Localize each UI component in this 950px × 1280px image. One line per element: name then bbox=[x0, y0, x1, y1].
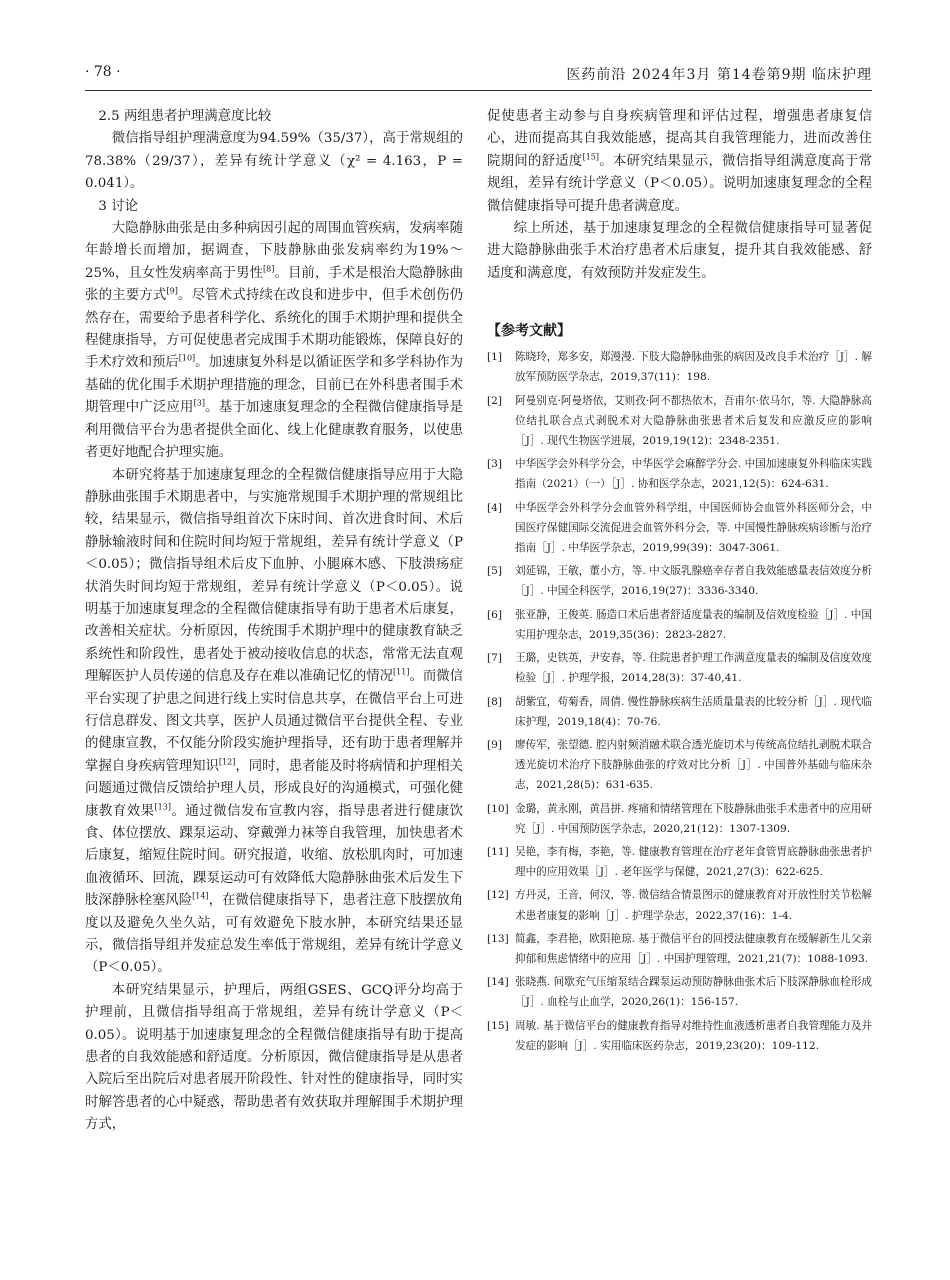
reference-item bbox=[487, 972, 872, 1012]
reference-number: [3] bbox=[487, 458, 503, 471]
reference-item bbox=[487, 929, 872, 969]
reference-number: [9] bbox=[487, 738, 503, 751]
reference-number: [6] bbox=[487, 608, 503, 621]
reference-number: [13] bbox=[487, 932, 509, 945]
continuation-paragraph bbox=[487, 106, 872, 218]
reference-item bbox=[487, 1016, 872, 1056]
header-rule bbox=[85, 90, 872, 91]
conclusion-paragraph: 综上所述，基于加速康复理念的全程微信健康指导可显著促进大隐静脉曲张手术治疗患者术后康复，提升其自我效能感、舒适度和满意度，有效预防并发症发生。 bbox=[487, 221, 872, 281]
reference-text: 中华医学会外科学分会血管外科学组，中国医师协会血管外科医师分会，中国医疗保健国际交流促进会血管外科分会，等. 中国慢性静脉疾病诊断与治疗指南［J］. 中华医学杂志，2019,99(39)：3047-3061. bbox=[515, 501, 872, 555]
reference-number: [14] bbox=[487, 976, 509, 989]
reference-number: [10] bbox=[487, 802, 509, 815]
reference-item bbox=[487, 605, 872, 645]
reference-text: 王璐，史铁英，尹安春，等. 住院患者护理工作满意度量表的编制及信度效度检验［J］. 护理学报，2014,28(3)：37-40,41. bbox=[515, 652, 872, 685]
paragraph-text: 。通过微信发布宣教内容，指导患者进行健康饮食、体位摆放、踝泵运动、穿戴弹力袜等自我管理，加快患者术后康复，缩短住院时间。研究报道，收缩、放松肌肉时，可加速血液循环、回流，踝泵运动可有效降低大隐静脉曲张术后发生下肢深静脉栓塞风险 bbox=[85, 803, 464, 909]
reference-text: 金璐，黄永刚，黄昌拼. 疼痛和情绪管理在下肢静脉曲张手术患者中的应用研究［J］. 中国预防医学杂志，2020,21(12)：1307-1309. bbox=[515, 802, 872, 835]
section-2-5-text: 微信指导组护理满意度为94.59%（35/37），高于常规组的78.38%（29/37），差异有统计学意义（χ² = 4.163，P = 0.041）。 bbox=[85, 131, 463, 192]
paragraph-text: 。目前，手术是根治大隐静脉曲张的主要方式 bbox=[85, 265, 464, 304]
page-number: · 78 · bbox=[85, 64, 121, 80]
reference-text: 阿曼别克·阿曼塔依，艾则孜·阿不都热依木，吾甫尔·依马尔，等. 大隐静脉高位结扎联合点式剥脱术对大隐静脉曲张患者术后复发和应激反应的影响［J］. 现代生物医学进展，2019,19(12)：2348-2351. bbox=[515, 394, 872, 448]
reference-text: 张晓燕. 间歇充气压缩泵结合踝泵运动预防静脉曲张术后下肢深静脉血栓形成［J］. 血栓与止血学，2020,26(1)：156-157. bbox=[515, 976, 872, 1009]
reference-text: 廖传军，张望德. 腔内射频消融术联合透光旋切术与传统高位结扎剥脱术联合透光旋切术治疗下肢静脉曲张的疗效对比分析［J］. 中国普外基础与临床杂志，2021,28(5)：631-635. bbox=[515, 738, 872, 792]
reference-text: 中华医学会外科学分会，中华医学会麻醉学分会. 中国加速康复外科临床实践指南（2021）（一）［J］. 协和医学杂志，2021,12(5)：624-631. bbox=[515, 458, 872, 491]
reference-number: [8] bbox=[487, 695, 503, 708]
reference-text: 张亚静，王俊英. 肠造口术后患者舒适度量表的编制及信效度检验［J］. 中国实用护理杂志，2019,35(36)：2823-2827. bbox=[515, 608, 872, 641]
paragraph-text: 本研究结果显示，护理后，两组GSES、GCQ评分均高于护理前，且微信指导组高于常规组，差异有统计学意义（P＜0.05）。说明基于加速康复理念的全程微信健康指导有助于提高患者的自我效能感和舒适度。分析原因，微信健康指导是从患者入院后至出院后对患者展开阶段性、针对性的健康指导，同时实时解答患者的心中疑惑，帮助患者有效获取并理解围手术期护理方式， bbox=[85, 982, 463, 1133]
paragraph-text: 大隐静脉曲张是由多种病因引起的周围血管疾病，发病率随年龄增长而增加，据调查，下肢静脉曲张发病率约为19%～25%，且女性发病率高于男性 bbox=[85, 221, 463, 281]
reference-number: [15] bbox=[487, 1019, 509, 1032]
citation: [8] bbox=[263, 264, 275, 274]
reference-item bbox=[487, 454, 872, 494]
reference-text: 简鑫，李君艳，欧阳艳琼. 基于微信平台的回授法健康教育在缓解新生儿父亲抑郁和焦虑情绪中的应用［J］. 中国护理管理，2021,21(7)：1088-1093. bbox=[515, 932, 872, 965]
reference-number: [1] bbox=[487, 351, 503, 364]
paragraph-text: 促使患者主动参与自身疾病管理和评估过程，增强患者康复信心，进而提高其自我效能感，提高其自我管理能力，进而改善住院期间的舒适度 bbox=[487, 109, 872, 169]
section-3-title: 3 讨论 bbox=[98, 198, 138, 214]
references-title: 【参考文献】 bbox=[487, 323, 571, 340]
discussion-paragraph-1 bbox=[85, 218, 463, 464]
paragraph-text: 。本研究结果显示，微信指导组满意度高于常规组，差异有统计学意义（P＜0.05）。说明加速康复理念的全程微信健康指导可提升患者满意度。 bbox=[487, 153, 873, 214]
journal-info: 医药前沿 2024年3月 第14卷第9期 临床护理 bbox=[566, 67, 872, 83]
paragraph-text: 本研究将基于加速康复理念的全程微信健康指导应用于大隐静脉曲张围手术期患者中，与实施常规围手术期护理的常规组比较，结果显示，微信指导组首次下床时间、首次进食时间、术后静脉输液时间和住院时间均短于常规组，差异有统计学意义（P＜0.05）；微信指导组术后皮下血肿、小腿麻木感、下肢溃疡症状消失时间均短于常规组，差异有统计学意义（P＜0.05）。说明基于加速康复理念的全程微信健康指导有助于患者术后康复，改善相关症状。分析原因，传统围手术期护理中的健康教育缺乏系统性和阶段性，患者处于被动接收信息的状态，常常无法直观理解医护人员传递的信息及存在难以准确记忆的情况 bbox=[85, 467, 463, 685]
section-2-5-title: 2.5 两组患者护理满意度比较 bbox=[98, 109, 272, 124]
right-column bbox=[487, 106, 872, 1059]
page-header bbox=[85, 64, 872, 86]
reference-number: [11] bbox=[487, 845, 509, 858]
citation: [11] bbox=[393, 667, 410, 677]
reference-item bbox=[487, 692, 872, 732]
paragraph-text: ，在微信健康指导下，患者注意下肢摆放角度以及避免久坐久站，可有效避免下肢水肿，本研究结果还显示，微信指导组并发症总发生率低于常规组，差异有统计学意义（P＜0.05）。 bbox=[85, 893, 464, 976]
reference-item bbox=[487, 561, 872, 601]
reference-item bbox=[487, 648, 872, 688]
reference-number: [5] bbox=[487, 565, 503, 578]
reference-text: 陈晓玲，郑多安，郑漫漫. 下肢大隐静脉曲张的病因及改良手术治疗［J］. 解放军预防医学杂志，2019,37(11)：198. bbox=[515, 351, 872, 384]
citation: [15] bbox=[582, 152, 599, 162]
paragraph-text: 。加速康复外科是以循证医学和多学科协作为基础的优化围手术期护理措施的理念，目前已在外科患者围手术期管理中广泛应用 bbox=[85, 355, 464, 416]
citation: [10] bbox=[178, 354, 196, 363]
reference-number: [2] bbox=[487, 394, 503, 407]
reference-item bbox=[487, 842, 872, 882]
reference-item bbox=[487, 347, 872, 387]
reference-text: 吴艳，李有梅，李艳，等. 健康教育管理在治疗老年食管胃底静脉曲张患者护理中的应用效果［J］. 老年医学与保健，2021,27(3)：622-625. bbox=[515, 845, 872, 879]
paragraph-text: 。而微信平台实现了护患之间进行线上实时信息共享，在微信平台上可进行信息群发、图文共享，医护人员通过微信平台提供全程、专业的健康宣教，不仅能分阶段实施护理指导，还有助于患者理解并掌握自身疾病管理知识 bbox=[85, 669, 464, 774]
citation: [13] bbox=[154, 802, 171, 812]
paragraph-text: ，同时，患者能及时将病情和护理相关问题通过微信反馈给护理人员，形成良好的沟通模式，可强化健康教育效果 bbox=[85, 758, 464, 819]
reference-item bbox=[487, 391, 872, 452]
reference-text: 方丹灵，王音，何汉，等. 微信结合情景图示的健康教育对开放性肘关节松解术患者康复的影响［J］. 护理学杂志，2022,37(16)：1-4. bbox=[515, 889, 872, 922]
reference-item bbox=[487, 885, 872, 925]
reference-number: [4] bbox=[487, 501, 503, 514]
citation: [12] bbox=[218, 757, 236, 767]
reference-item bbox=[487, 498, 872, 559]
citation: [14] bbox=[192, 891, 209, 901]
discussion-paragraph-3 bbox=[85, 980, 463, 1137]
reference-text: 胡紫宜，苟菊香，周倩. 慢性静脉疾病生活质量量表的比较分析［J］. 现代临床护理，2019,18(4)：70-76. bbox=[515, 695, 872, 728]
left-column bbox=[85, 106, 463, 1137]
reference-item bbox=[487, 799, 872, 839]
reference-text: 刘延锦，王敏，董小方，等. 中文版乳腺癌幸存者自我效能感量表信效度分析［J］. 中国全科医学，2016,19(27)：3336-3340. bbox=[515, 565, 872, 598]
reference-item bbox=[487, 735, 872, 796]
citation: [9] bbox=[166, 286, 178, 296]
reference-text: 周敏. 基于微信平台的健康教育指导对维持性血液透析患者自我管理能力及并发症的影响［J］. 实用临床医药杂志，2019,23(20)：109-112. bbox=[515, 1019, 872, 1052]
reference-list bbox=[487, 347, 872, 1056]
paragraph-text: 。尽管术式持续在改良和进步中，但手术创伤仍然存在，需要给予患者科学化、系统化的围手术期护理和提供全程健康指导，方可促使患者完成围手术期功能锻炼，保障良好的手术疗效和预后 bbox=[85, 288, 464, 371]
reference-number: [7] bbox=[487, 652, 503, 665]
discussion-paragraph-2 bbox=[85, 465, 463, 980]
citation: [3] bbox=[193, 398, 205, 408]
paragraph-text: 。基于加速康复理念的全程微信健康指导是利用微信平台为患者提供全面化、线上化健康教育服务，以使患者更好地配合护理实施。 bbox=[85, 400, 464, 461]
reference-number: [12] bbox=[487, 889, 509, 902]
